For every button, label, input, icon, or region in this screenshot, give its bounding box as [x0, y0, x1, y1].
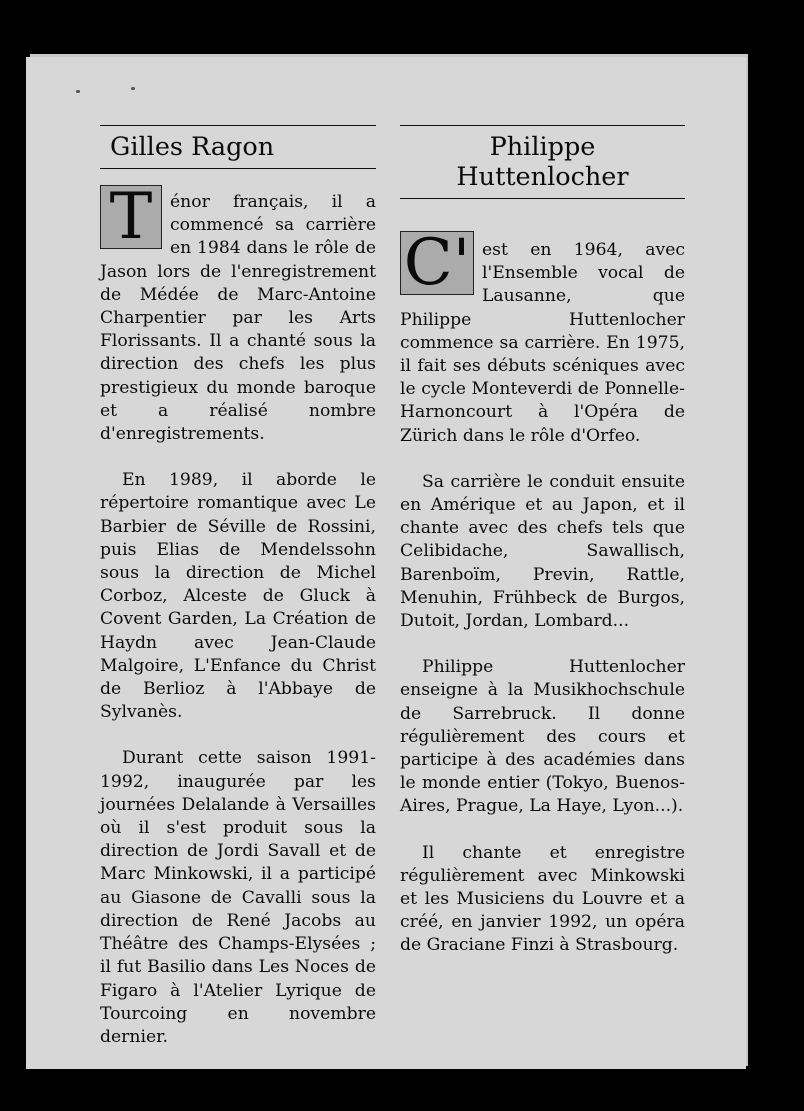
bio-paragraph-1	[100, 181, 376, 446]
bio-paragraph-1	[400, 227, 685, 448]
paper-speck	[76, 90, 80, 93]
bio-paragraph-2	[100, 469, 376, 724]
paragraph-text: Il chante et enregistre régulièrement avec Minkowski et les Musiciens du Louvre et a créé, en janvier 1992, un opéra de Graciane Finzi à Strasbourg.	[400, 842, 685, 956]
paragraph-text: énor français, il a commencé sa carrière en 1984 dans le rôle de Jason lors de l'enregistrement de Médée de Marc-Antoine Charpentier par les Arts Florissants. Il a chanté sous la direction des chefs les plus prestigieux du monde baroque et a réalisé nombre d'enregistrements.	[100, 192, 376, 445]
drop-cap: T	[100, 185, 162, 249]
bio-paragraph-4	[400, 842, 685, 958]
bio-text	[100, 169, 376, 1049]
drop-cap: C'	[400, 231, 474, 295]
singer-name-line-2: Huttenlocher	[456, 162, 629, 192]
paragraph-text: Philippe Huttenlocher enseigne à la Musikhochschule de Sarrebruck. Il donne régulièrement des cours et participe à des académies dans le monde entier (Tokyo, Buenos-Aires, Prague, La Haye, Lyon...).	[400, 657, 685, 817]
paragraph-text: Sa carrière le conduit ensuite en Amérique et au Japon, et il chante avec des chefs tels que Celibidache, Sawallisch, Barenboïm, Previn, Rattle, Menuhin, Frühbeck de Burgos, Dutoit, Jordan, Lombard...	[400, 471, 685, 632]
paragraph-text: est en 1964, avec l'Ensemble vocal de Lausanne, que Philippe Huttenlocher commence sa carrière. En 1975, il fait ses débuts scéniques avec le cycle Monteverdi de Ponnelle-Harnoncourt à l'Opéra de Zürich dans le rôle d'Orfeo.	[400, 240, 685, 446]
bio-column-gilles-ragon	[100, 125, 376, 1072]
singer-name-line-1: Philippe	[489, 132, 596, 162]
paragraph-text: En 1989, il aborde le répertoire romantique avec Le Barbier de Séville de Rossini, puis Elias de Mendelssohn sous la direction de Michel Corboz, Alceste de Gluck à Covent Garden, La Création de Haydn avec Jean-Claude Malgoire, L'Enfance du Christ de Berlioz à l'Abbaye de Sylvanès.	[100, 470, 376, 723]
program-page	[26, 57, 746, 1069]
singer-name	[400, 132, 685, 192]
bio-paragraph-3	[400, 656, 685, 818]
bio-column-philippe-huttenlocher	[400, 125, 685, 981]
bio-paragraph-2	[400, 471, 685, 633]
top-rule	[100, 125, 376, 126]
singer-name: Gilles Ragon	[110, 132, 275, 162]
bio-text	[400, 199, 685, 958]
paper-speck	[131, 87, 135, 90]
paragraph-text: Durant cette saison 1991-1992, inaugurée par les journées Delalande à Versailles où il s'est produit sous la direction de Jordi Savall et de Marc Minkowski, il a participé au Giasone de Cavalli sous la direction de René Jacobs au Théâtre des Champs-Elysées ; il fut Basilio dans Les Noces de Figaro à l'Atelier Lyrique de Tourcoing en novembre dernier.	[100, 748, 376, 1047]
bio-paragraph-3	[100, 747, 376, 1049]
top-rule	[400, 125, 685, 126]
